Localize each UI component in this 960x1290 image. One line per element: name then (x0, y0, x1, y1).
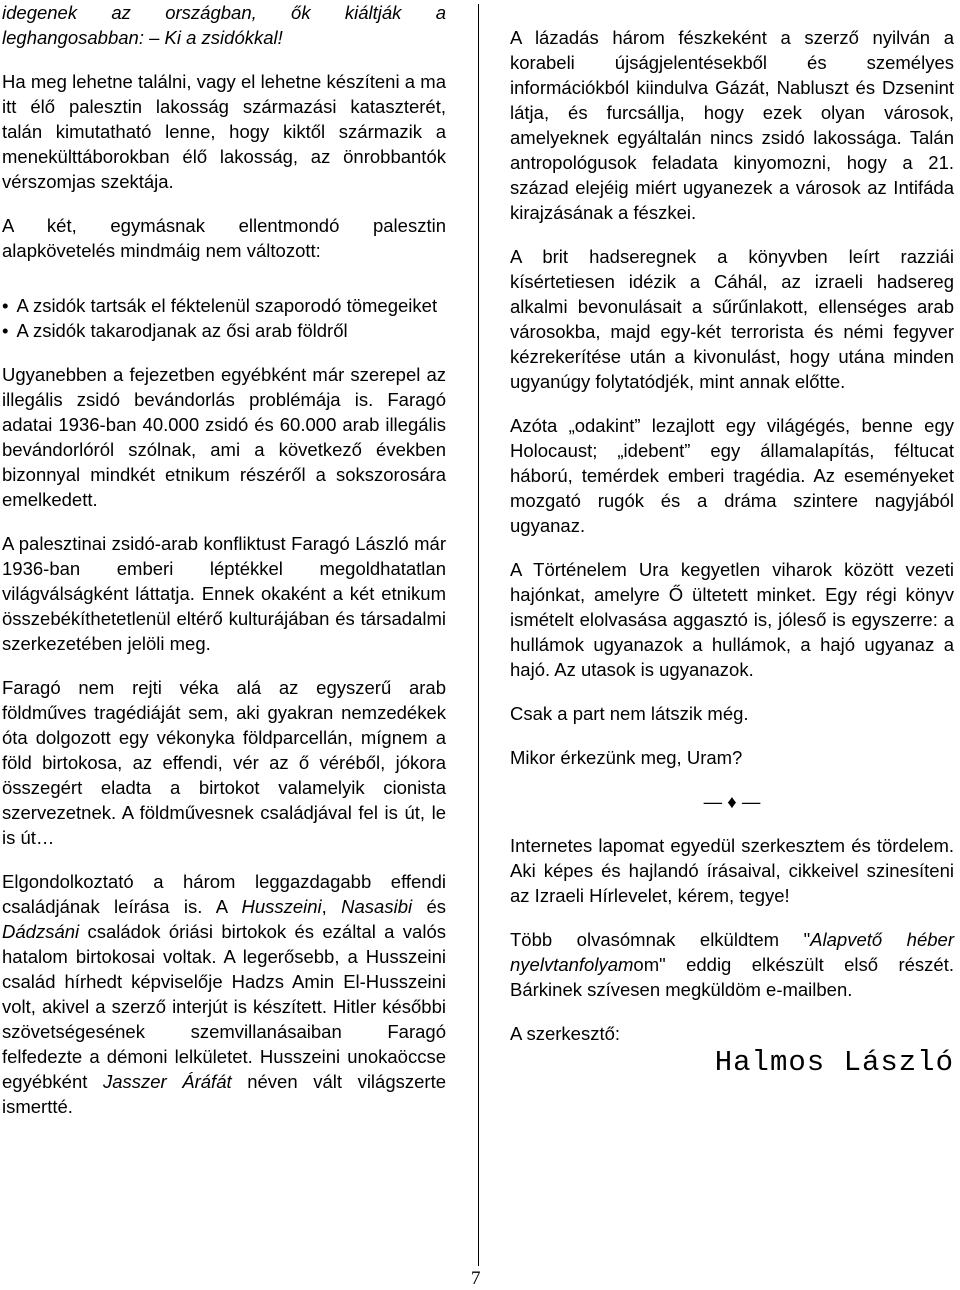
page-number: 7 (471, 1268, 481, 1289)
bullet-icon: • (2, 295, 9, 316)
paragraph (2, 869, 446, 1119)
paragraph: Azóta „odakint” lezajlott egy világégés, benne egy Holocaust; „idebent” egy államalapítás, féltucat háború, temérdek emberi tragédia. Az eseményeket mozgató rugók és a dráma szintere nagyjából ugyanaz. (510, 415, 954, 536)
text: , (321, 896, 342, 917)
text: családok óriási birtokok és ezáltal a valós hatalom birtokosai voltak. A legerősebb, a Husszeini család hírhedt képviselője Hadzs Amin El-Husszeini volt, akivel a szerző interjút is készített. Hitler későbbi szövetségesének szemvillanásaiban Faragó felfedezte a démoni lelkületet. Husszeini unokaöccse egyébként (2, 921, 446, 1092)
paragraph: Ha meg lehetne találni, vagy el lehetne készíteni a ma itt élő palesztin lakosság származási kataszterét, talán kimutatható lenne, hogy kiktől származik a menekülttáborokban élő lakosság, az önrobbantók vérszomjas szektája. (2, 71, 446, 192)
text: és (412, 896, 447, 917)
text: Elgondolkoztató a három leggazdagabb effendi családjának leírása is. A (2, 871, 446, 917)
paragraph: Mikor érkezünk meg, Uram? (510, 747, 743, 768)
list-item (2, 293, 446, 318)
italic-text: idegenek az országban, ők kiáltják a leghangosabban: – Ki a zsidókkal! (2, 2, 446, 48)
paragraph: A lázadás három fészkeként a szerző nyilván a korabeli újságjelentésekből és személyes információkból kiindulva Gázát, Nabluszt és Dzsenint látja, és furcsállja, hogy ezek olyan városok, amelyeknek egyáltalán nincs zsidó lakossága. Talán antropológusok feladata kinyomozni, hogy a 21. század elejéig miért ugyanezek a városok az Intifáda kirajzásának a fészkei. (510, 27, 954, 223)
bullet-list (2, 293, 446, 343)
italic-text: Dádzsáni (2, 921, 80, 942)
column-divider (478, 4, 479, 1266)
text: néven vált világszerte ismertté. (2, 1071, 446, 1117)
list-item-text: A zsidók tartsák el féktelenül szaporodó tömegeiket (16, 295, 438, 316)
list-item (2, 318, 446, 343)
editor-label: A szerkesztő: (510, 1023, 621, 1044)
paragraph: Ugyanebben a fejezetben egyébként már szerepel az illegális zsidó bevándorlás problémája is. Faragó adatai 1936-ban 40.000 zsidó és 60.000 arab illegális bevándorlóról szólnak, ami a következő években bizonnyal mindkét etnikum részéről a sokszorosára emelkedett. (2, 364, 446, 510)
paragraph (2, 0, 446, 50)
paragraph: A brit hadseregnek a könyvben leírt razziái kísértetiesen idézik a Cáhál, az izraeli hadsereg alkalmi bevonulásait a sűrűnlakott, ellenséges arab városokba, majd egy-két terrorista és némi fegyver kézrekerítése után a kivonulást, hogy utána minden ugyanúgy folytatódjék, mint annak előtte. (510, 246, 954, 392)
italic-text: Nasasibi (341, 896, 413, 917)
italic-text: Husszeini (241, 896, 322, 917)
ornament-divider: — ♦ — (703, 791, 761, 812)
list-item-text: A zsidók takarodjanak az ősi arab földről (16, 320, 348, 341)
paragraph: A két, egymásnak ellentmondó palesztin alapkövetelés mindmáig nem változott: (2, 215, 446, 261)
paragraph: Faragó nem rejti véka alá az egyszerű arab földműves tragédiáját sem, aki gyakran nemzedékek óta dolgozott egy vékonyka földparcellán, mígnem a föld birtokosa, az effendi, vér az ő véréből, jókora összegért eladta a birtokot valamelyik cionista szervezetnek. A földművesnek családjával fel is út, le is út… (2, 677, 446, 848)
paragraph: A Történelem Ura kegyetlen viharok között vezeti hajónkat, amelyre Ő ültetett minket. Egy régi könyv ismételt elolvasása aggasztó is, jóleső is egyszerre: a hullámok ugyanazok a hullámok, a hajó ugyanaz a hajó. Az utasok is ugyanazok. (510, 559, 954, 680)
bullet-icon: • (2, 320, 9, 341)
paragraph (510, 927, 954, 1002)
right-column (510, 25, 954, 1079)
italic-text: Alapvető héber nyelvtanfolyam (510, 929, 954, 975)
paragraph: A palesztinai zsidó-arab konfliktust Faragó László már 1936-ban emberi léptékkel megoldhatatlan világválságként láttatja. Ennek okaként a két etnikum összebékíthetetlenül eltérő kulturájában és társadalmi szerkezetében jelöli meg. (2, 533, 446, 654)
signature-block (510, 1021, 954, 1079)
left-column (2, 0, 446, 1138)
italic-text: Jasszer Áráfát (102, 1071, 232, 1092)
text: Több olvasómnak elküldtem " (510, 929, 811, 950)
text: om" eddig elkészült első részét. Bárkinek szívesen megküldöm e-mailben. (510, 954, 954, 1000)
paragraph: Internetes lapomat egyedül szerkesztem és tördelem. Aki képes és hajlandó írásaival, cikkeivel szinesíteni az Izraeli Hírlevelet, kérem, tegye! (510, 835, 954, 906)
signature: Halmos László (714, 1046, 954, 1079)
paragraph: Csak a part nem látszik még. (510, 703, 749, 724)
